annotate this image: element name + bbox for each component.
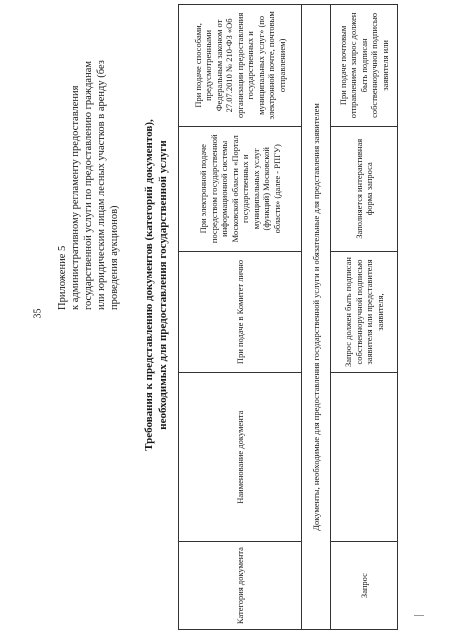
header-in-person: При подаче в Комитет лично [179, 251, 302, 372]
cell-other-methods: При подаче почтовым отправлением запрос должен быть подписан собственноручной подписью заявителя или [331, 5, 398, 127]
appendix-line: или юридическим лицам лесных участков в аренду (без [96, 60, 107, 310]
appendix-line: к административному регламенту предоставления [70, 85, 81, 310]
cell-in-person: Запрос должен быть подписан собственноручной подписью заявителя или представителя заявителя, [331, 251, 398, 372]
appendix-line: Приложение 5 [57, 245, 68, 310]
cell-electronic: Заполняется интерактивная форма запроса [331, 126, 398, 251]
table-header-row [179, 5, 302, 630]
page-number: 35 [32, 308, 44, 319]
cell-document-name [331, 373, 398, 542]
header-electronic: При электронной подаче посредством государственной информационной системы Московской области «Портал государственных и муниципальных услуг (функций) Московской области» (далее - РПГУ) [179, 126, 302, 251]
scan-mark [414, 615, 424, 616]
section-title: Документы, необходимые для предоставления государственной услуги и обязательные для представления заявителем [302, 5, 331, 630]
title-line-2: необходимых для предоставления государственной услуги [157, 140, 169, 430]
requirements-table [178, 4, 398, 630]
appendix-line: проведения аукционов) [109, 205, 120, 310]
appendix-header [56, 30, 121, 310]
table-row [331, 5, 398, 630]
table-section-row [302, 5, 331, 630]
appendix-line: государственной услуги по предоставлению гражданам [83, 60, 94, 310]
header-category: Категория документа [179, 542, 302, 630]
header-document-name: Наименование документа [179, 373, 302, 542]
title-line-1: Требования к представлению документов (категорий документов), [143, 119, 155, 451]
document-title [142, 95, 170, 475]
cell-category: Запрос [331, 542, 398, 630]
header-other-methods: При подаче способами, предусмотренными Федеральным законом от 27.07.2010 № 210-ФЗ «Об организации предоставления государственных и муниципальных услуг» (по электронной почте, почтовым отправлением) [179, 5, 302, 127]
